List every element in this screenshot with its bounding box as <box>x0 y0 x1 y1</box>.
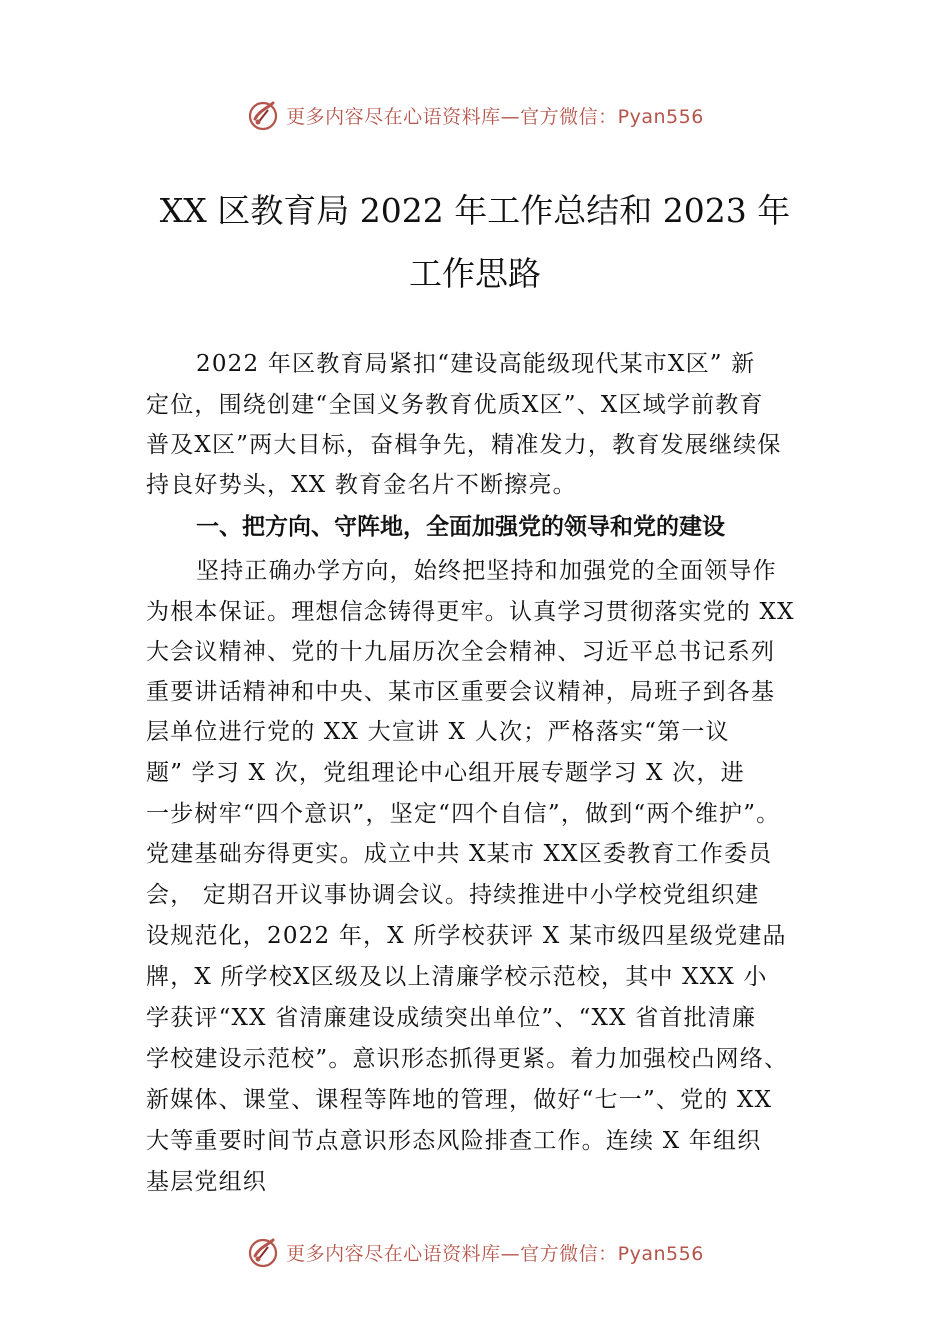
pen-seal-logo-icon <box>246 97 282 133</box>
section1-line-5: 层单位进行党的 XX 大宣讲 X 人次；严格落实“第一议 <box>146 719 730 745</box>
section1-line-12: 学获评“XX 省清廉建设成绩突出单位”、“XX 省首批清廉 <box>146 1005 757 1031</box>
section1-line-9: 会， 定期召开议事协调会议。持续推进中小学校党组织建 <box>146 882 760 908</box>
intro-line-3: 普及X区”两大目标，奋楫争先，精准发力，教育发展继续保 <box>146 432 782 458</box>
pen-seal-logo-icon <box>246 1234 282 1270</box>
section1-line-3: 大会议精神、党的十九届历次全会精神、习近平总书记系列 <box>146 639 776 665</box>
document-title-line-1: XX 区教育局 2022 年工作总结和 2023 年 <box>159 191 791 230</box>
watermark-text: 更多内容尽在心语资料库—官方微信：Pyan556 <box>286 1242 704 1265</box>
section-heading-1: 一、把方向、守阵地，全面加强党的领导和党的建设 <box>196 514 725 540</box>
section1-line-13: 学校建设示范校”。意识形态抓得更紧。着力加强校凸网络、 <box>146 1046 789 1072</box>
section1-line-16: 基层党组织 <box>146 1169 267 1195</box>
section1-line-4: 重要讲话精神和中央、某市区重要会议精神，局班子到各基 <box>146 679 776 705</box>
section1-line-10: 设规范化，2022 年，X 所学校获评 X 某市级四星级党建品 <box>146 923 787 949</box>
footer-watermark <box>0 1232 950 1272</box>
section1-line-1: 坚持正确办学方向，始终把坚持和加强党的全面领导作 <box>196 558 777 584</box>
intro-line-4: 持良好势头，XX 教育金名片不断擦亮。 <box>146 472 577 498</box>
document-title-line-2: 工作思路 <box>409 254 541 293</box>
section1-line-15: 大等重要时间节点意识形态风险排查工作。连续 X 年组织 <box>146 1128 762 1154</box>
intro-line-2: 定位，围绕创建“全国义务教育优质X区”、X区域学前教育 <box>146 392 764 418</box>
intro-line-1: 2022 年区教育局紧扣“建设高能级现代某市X区” 新 <box>196 351 756 377</box>
section1-line-2: 为根本保证。理想信念铸得更牢。认真学习贯彻落实党的 XX <box>146 599 795 625</box>
watermark-text: 更多内容尽在心语资料库—官方微信：Pyan556 <box>286 105 704 128</box>
section1-line-7: 一步树牢“四个意识”，坚定“四个自信”，做到“两个维护”。 <box>146 801 781 827</box>
section1-line-14: 新媒体、课堂、课程等阵地的管理，做好“七一”、党的 XX <box>146 1087 773 1113</box>
section1-line-6: 题” 学习 X 次，党组理论中心组开展专题学习 X 次，进 <box>146 760 745 786</box>
header-watermark <box>0 95 950 135</box>
section1-line-8: 党建基础夯得更实。成立中共 X某市 XX区委教育工作委员 <box>146 841 773 867</box>
section1-line-11: 牌，X 所学校X区级及以上清廉学校示范校，其中 XXX 小 <box>146 964 768 990</box>
